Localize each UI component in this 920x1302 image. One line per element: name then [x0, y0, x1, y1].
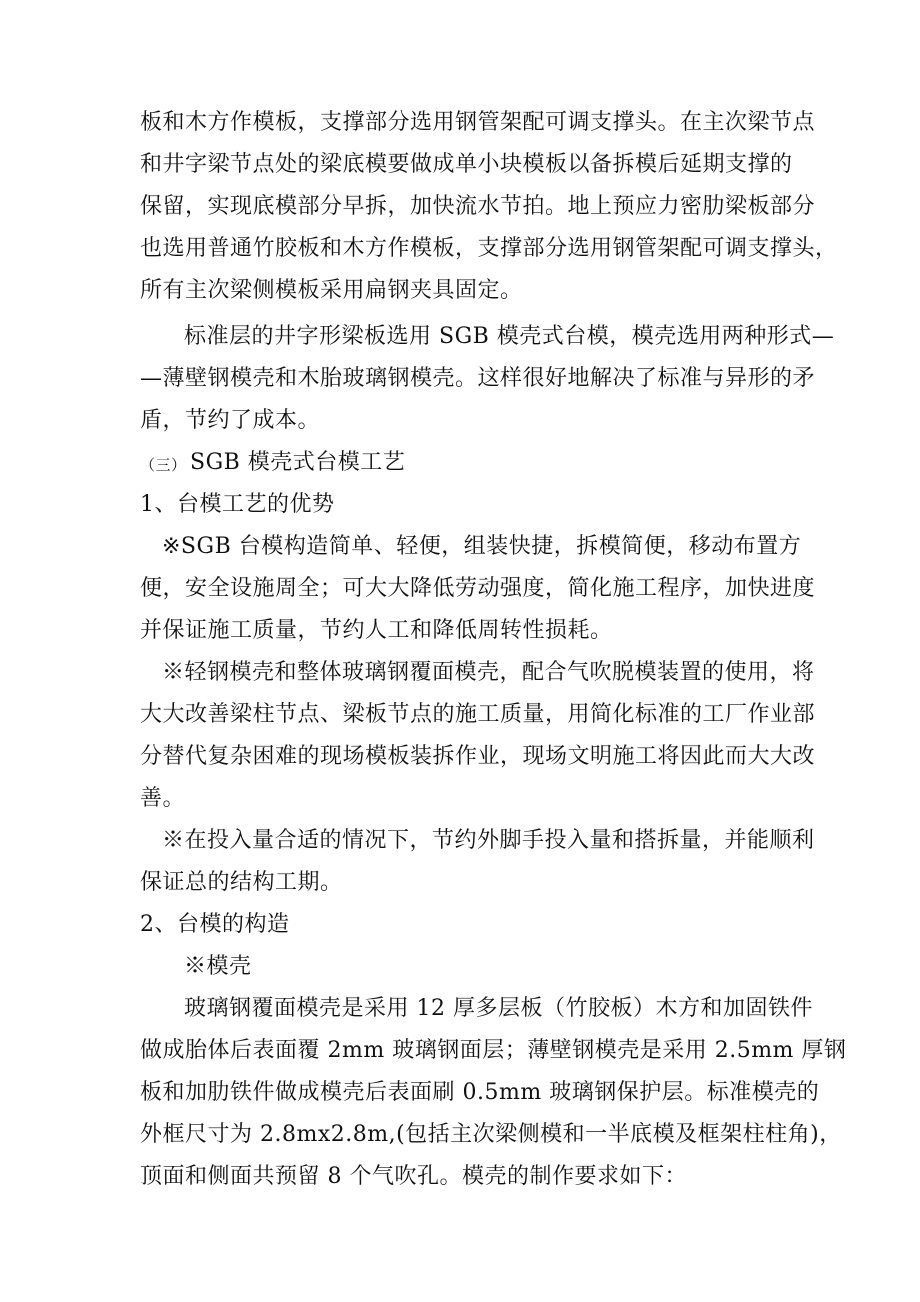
paragraph-line-4: 也选用普通竹胶板和木方作模板，支撑部分选用钢管架配可调支撑头，: [140, 236, 838, 261]
bullet-2-line-1: ※轻钢模壳和整体玻璃钢覆面模壳，配合气吹脱模装置的使用，将: [162, 660, 815, 685]
section-heading: SGB 模壳式台模工艺: [190, 450, 406, 475]
paragraph-line-5: 所有主次梁侧模板采用扁钢夹具固定。: [140, 278, 523, 303]
paragraph-line-8: 盾，节约了成本。: [140, 408, 321, 433]
paragraph-line-12: 外框尺寸为 2.8mx2.8m,(包括主次梁侧模和一半底模及框架柱柱角)，: [140, 1122, 842, 1147]
bullet-2-line-4: 善。: [140, 786, 186, 811]
paragraph-line-11: 板和加肋铁件做成模壳后表面刷 0.5mm 玻璃钢保护层。标准模壳的: [140, 1080, 820, 1105]
paragraph-line-10: 做成胎体后表面覆 2mm 玻璃钢面层；薄壁钢模壳是采用 2.5mm 厚钢: [140, 1038, 847, 1063]
paragraph-line-9: 玻璃钢覆面模壳是采用 12 厚多层板（竹胶板）木方和加固铁件: [184, 996, 813, 1021]
section-number: （三）: [140, 456, 187, 474]
paragraph-line-2: 和井字梁节点处的梁底模要做成单小块模板以备拆模后延期支撑的: [140, 152, 793, 177]
item-heading-mold-shell: ※模壳: [184, 954, 252, 979]
paragraph-line-1: 板和木方作模板，支撑部分选用钢管架配可调支撑头。在主次梁节点: [140, 110, 816, 135]
paragraph-line-7: —薄壁钢模壳和木胎玻璃钢模壳。这样很好地解决了标准与异形的矛: [140, 366, 816, 391]
bullet-3-line-2: 保证总的结构工期。: [140, 870, 343, 895]
subsection-heading-2: 2、台模的构造: [140, 912, 290, 937]
bullet-2-line-2: 大大改善梁柱节点、梁板节点的施工质量，用简化标准的工厂作业部: [140, 702, 816, 727]
paragraph-line-6: 标准层的井字形梁板选用 SGB 模壳式台模，模壳选用两种形式—: [184, 324, 835, 349]
subsection-heading-1: 1、台模工艺的优势: [140, 492, 335, 517]
bullet-1-line-2: 便，安全设施周全；可大大降低劳动强度，简化施工程序，加快进度: [140, 576, 816, 601]
paragraph-line-13: 顶面和侧面共预留 8 个气吹孔。模壳的制作要求如下：: [140, 1164, 687, 1189]
bullet-3-line-1: ※在投入量合适的情况下，节约外脚手投入量和搭拆量，并能顺利: [162, 828, 815, 853]
bullet-1-line-3: 并保证施工质量，节约人工和降低周转性损耗。: [140, 618, 613, 643]
bullet-2-line-3: 分替代复杂困难的现场模板装拆作业，现场文明施工将因此而大大改: [140, 744, 816, 769]
bullet-1-line-1: ※SGB 台模构造简单、轻便，组装快捷，拆模简便，移动布置方: [162, 534, 802, 559]
paragraph-line-3: 保留，实现底模部分早拆，加快流水节拍。地上预应力密肋梁板部分: [140, 194, 816, 219]
